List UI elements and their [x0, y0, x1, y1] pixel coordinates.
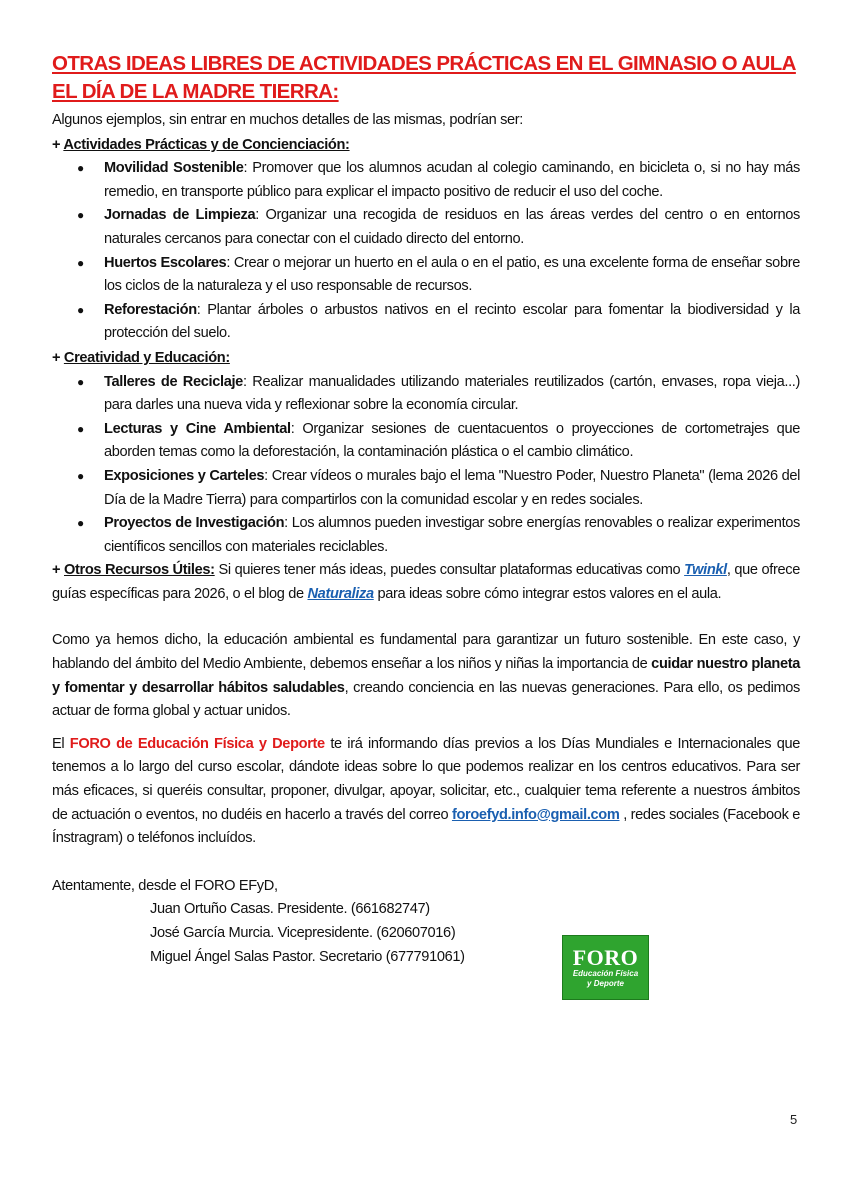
resources-text: , que ofrece guías específicas para 2026, o el blog de [52, 562, 800, 602]
environmental-education-paragraph [52, 629, 800, 723]
item-text: : Plantar árboles o arbustos nativos en el recinto escolar para fomentar la biodiversidad y la protección del suelo. [104, 301, 800, 342]
bullet-icon: ● [77, 374, 84, 389]
item-term: Exposiciones y Carteles [104, 467, 265, 484]
list-item [77, 252, 800, 299]
bullet-icon: ● [77, 516, 84, 531]
section-label: Actividades Prácticas y de Concienciación: [63, 136, 350, 153]
list-item [77, 512, 800, 559]
activities-list-creatividad [52, 371, 800, 560]
document-page [52, 50, 800, 969]
item-text: : Organizar una recogida de residuos en las áreas verdes del centro o en entornos naturales cercanos para conectar con el cuidado directo del entorno. [104, 207, 800, 247]
paragraph-text: , creando conciencia en las nuevas generaciones. Para ello, os pedimos actuar de forma global y actuar unidos. [52, 679, 800, 720]
signature-block [52, 875, 800, 969]
item-term: Huertos Escolares [104, 254, 227, 271]
list-item [77, 371, 800, 418]
section-label: Creatividad y Educación: [63, 349, 230, 366]
resources-paragraph [52, 559, 800, 606]
resources-text: Si quieres tener más ideas, puedes consultar plataformas educativas como [214, 562, 685, 579]
item-term: Proyectos de Investigación [104, 515, 285, 532]
bullet-icon: ● [77, 208, 84, 223]
paragraph-text: El [52, 735, 70, 752]
logo-subtitle: Educación Física [572, 968, 639, 978]
resources-prefix: + [52, 562, 64, 579]
bullet-icon: ● [77, 255, 84, 270]
paragraph-emphasis: cuidar nuestro planeta y fomentar y desarrollar hábitos saludables [52, 656, 800, 696]
list-item [77, 418, 800, 465]
item-text: : Crear o mejorar un huerto en el aula o en el patio, es una excelente forma de enseñar sobre los ciclos de la naturaleza y el uso responsable de recursos. [104, 254, 800, 295]
paragraph-text: Como ya hemos dicho, la educación ambiental es fundamental para garantizar un futuro sostenible. En este caso, y hablando del ámbito del Medio Ambiente, debemos enseñar a los niños y niñas la importancia de [52, 632, 800, 673]
list-item [77, 299, 800, 346]
org-name: FORO de Educación Física y Deporte [69, 735, 325, 752]
page-number: 5 [790, 1112, 798, 1127]
item-text: : Los alumnos pueden investigar sobre energías renovables o realizar experimentos científicos sencillos con materiales reciclables. [104, 515, 800, 555]
logo-subtitle: y Deporte [587, 978, 624, 988]
signature-greeting: Atentamente, desde el FORO EFyD, [52, 877, 278, 894]
item-term: Talleres de Reciclaje [104, 373, 243, 390]
item-term: Jornadas de Limpieza [104, 207, 256, 224]
item-text: : Crear vídeos o murales bajo el lema "Nuestro Poder, Nuestro Planeta" (lema 2026 del Día de la Madre Tierra) para compartirlos con la comunidad escolar y en redes sociales. [104, 467, 801, 508]
signature-line: Miguel Ángel Salas Pastor. Secretario (677791061) [150, 948, 465, 965]
signature-line: Juan Ortuño Casas. Presidente. (661682747) [150, 901, 430, 918]
spacer [52, 606, 800, 629]
signature-line: José García Murcia. Vicepresidente. (620607016) [150, 925, 456, 941]
page-title: OTRAS IDEAS LIBRES DE ACTIVIDADES PRÁCTICAS EN EL GIMNASIO O AULA EL DÍA DE LA MADRE TIERRA: [52, 52, 796, 103]
foro-logo [562, 935, 649, 1000]
list-item [77, 204, 800, 251]
resources-text: para ideas sobre cómo integrar estos valores en el aula. [373, 585, 722, 602]
spacer [52, 851, 800, 875]
intro-text: Algunos ejemplos, sin entrar en muchos detalles de las mismas, podrían ser: [52, 112, 523, 128]
item-term: Reforestación [104, 301, 197, 318]
item-text: : Promover que los alumnos acudan al colegio caminando, en bicicleta o, si no hay más remedio, en transporte público para explicar el impacto positivo de reducir el uso del coche. [104, 160, 800, 200]
item-text: : Organizar sesiones de cuentacuentos o proyecciones de cortometrajes que aborden temas como la deforestación, la contaminación plástica o el cambio climático. [104, 420, 800, 461]
resources-label: Otros Recursos Útiles: [64, 562, 215, 579]
spacer [52, 724, 800, 733]
paragraph-text: , redes sociales (Facebook e Ínstragram) o teléfonos incluídos. [52, 806, 800, 847]
bullet-icon: ● [77, 302, 84, 317]
section-prefix: + [52, 136, 64, 153]
email-link[interactable]: foroefyd.info@gmail.com [451, 806, 620, 823]
item-term: Lecturas y Cine Ambiental [104, 420, 291, 437]
foro-info-paragraph [52, 733, 800, 851]
bullet-icon: ● [77, 161, 84, 176]
bullet-icon: ● [77, 421, 84, 436]
section-heading-practicas [52, 134, 800, 158]
section-prefix: + [52, 349, 64, 366]
twinkl-link[interactable]: Twinkl [684, 562, 727, 579]
activities-list-practicas [52, 157, 800, 346]
logo-title: FORO [572, 944, 639, 970]
item-term: Movilidad Sostenible [104, 160, 244, 177]
paragraph-text: te irá informando días previos a los Días Mundiales e Internacionales que tenemos a lo largo del curso escolar, dándote ideas sobre lo que podemos realizar en los centros educativos. Para ser más eficaces, si queréis consultar, proponer, divulgar, apoyar, solicitar, etc., cualquier tema referente a nuestros ámbitos de actuación o eventos, no dudéis en hacerlo a través del correo [52, 735, 800, 823]
item-text: : Realizar manualidades utilizando materiales reutilizados (cartón, envases, ropa vieja...) para darles una nueva vida y reflexionar sobre la economía circular. [104, 373, 800, 414]
list-item [77, 465, 801, 512]
naturaliza-link[interactable]: Naturaliza [307, 585, 374, 602]
list-item [77, 157, 800, 204]
section-heading-creatividad [52, 347, 800, 371]
bullet-icon: ● [77, 468, 84, 483]
